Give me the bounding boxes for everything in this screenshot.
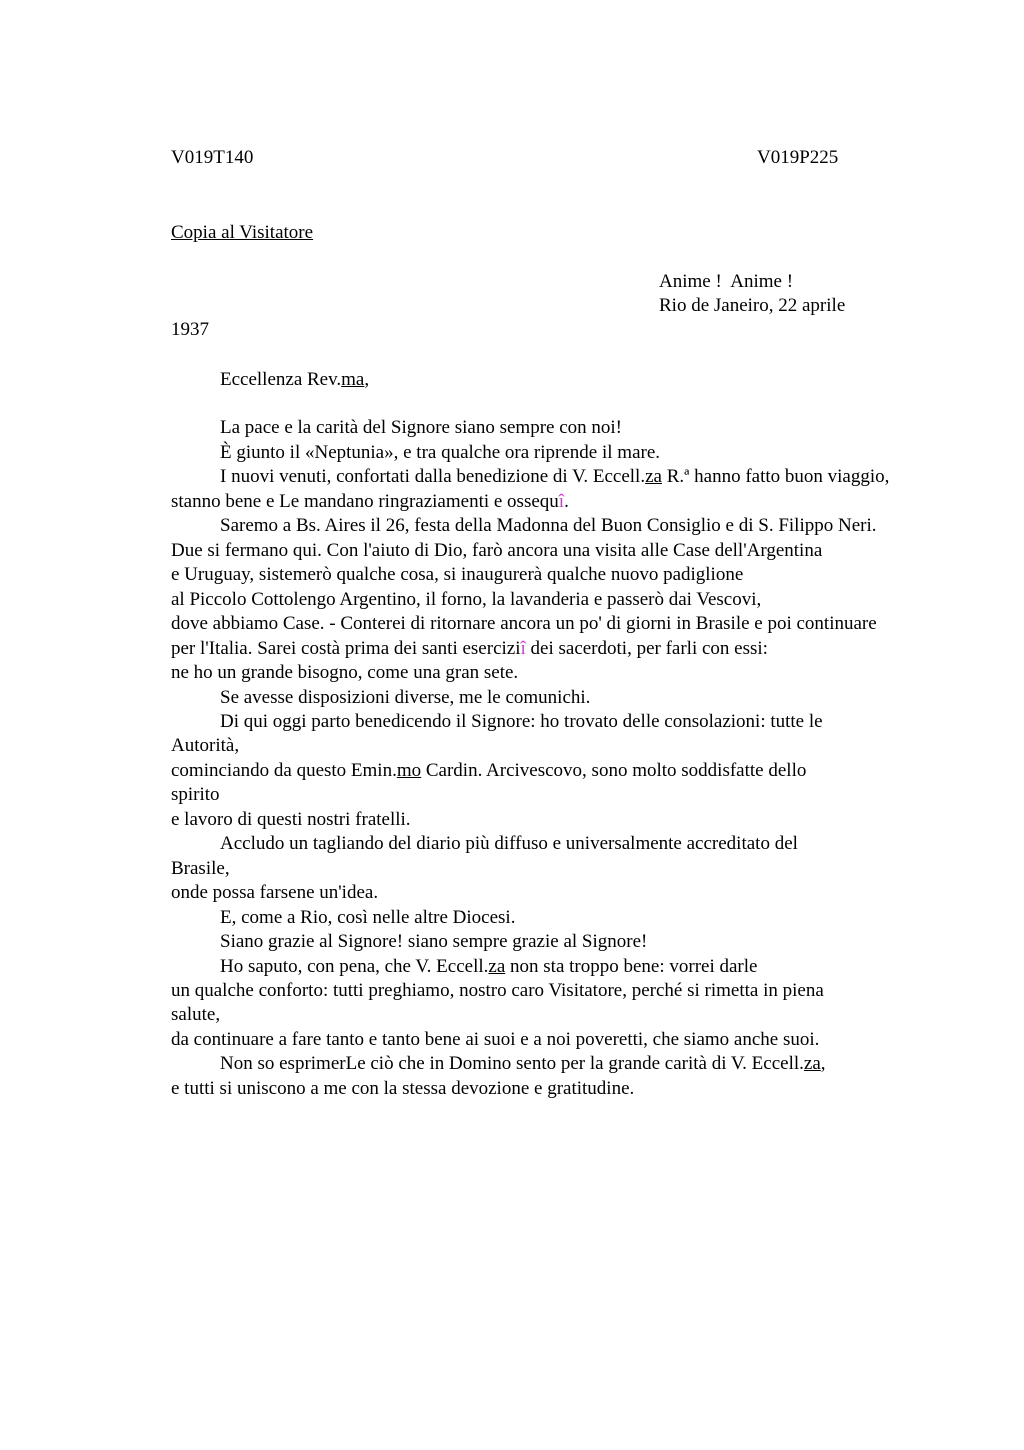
- p11-text-a: Non so esprimerLe ciò che in Domino sento per la grande carità di V. Eccell.: [220, 1053, 804, 1074]
- paragraph-2: È giunto il «Neptunia», e tra qualche ora riprende il mare.: [220, 442, 661, 463]
- p3-mark: î: [558, 491, 565, 512]
- p3-text-a: I nuovi venuti, confortati dalla benedizione di V. Eccell.: [220, 466, 646, 487]
- copy-note: Copia al Visitatore: [171, 222, 314, 243]
- p10-text-a: Ho saputo, con pena, che V. Eccell.: [220, 956, 489, 977]
- p10-abbrev: za: [488, 956, 506, 977]
- p3-end: .: [564, 491, 569, 512]
- paragraph-6-line-4: spirito: [171, 784, 220, 805]
- paragraph-8: E, come a Rio, così nelle altre Diocesi.: [220, 907, 516, 928]
- p10-text-b: non sta troppo bene: vorrei darle: [505, 956, 758, 977]
- salutation: [220, 368, 369, 392]
- paragraph-11-line-1: [220, 1052, 826, 1076]
- paragraph-4-line-1: Saremo a Bs. Aires il 26, festa della Madonna del Buon Consiglio e di S. Filippo Neri.: [220, 515, 877, 536]
- p6-abbrev: mo: [396, 760, 422, 781]
- document-code-left: V019T140: [171, 147, 254, 168]
- p4-mark: î: [520, 638, 526, 659]
- paragraph-4-line-5: dove abbiamo Case. - Conterei di ritornare ancora un po' di giorni in Brasile e poi continuare: [171, 613, 877, 634]
- salutation-end: ,: [364, 369, 370, 390]
- paragraph-10-line-3: salute,: [171, 1004, 221, 1025]
- paragraph-4-line-4: al Piccolo Cottolengo Argentino, il forno, la lavanderia e passerò dai Vescovi,: [171, 589, 762, 610]
- paragraph-7-line-1: Accludo un tagliando del diario più diffuso e universalmente accreditato del: [220, 833, 798, 854]
- paragraph-6-line-5: e lavoro di questi nostri fratelli.: [171, 809, 411, 830]
- paragraph-4-line-6: [171, 637, 768, 661]
- p3-text-b: R.ª hanno fatto buon viaggio,: [661, 466, 890, 487]
- paragraph-1: La pace e la carità del Signore siano sempre con noi!: [220, 417, 622, 438]
- p6-text-b: Cardin. Arcivescovo, sono molto soddisfatte dello: [421, 760, 807, 781]
- p11-abbrev: za: [803, 1053, 821, 1074]
- paragraph-4-line-3: e Uruguay, sistemerò qualche cosa, si inaugurerà qualche nuovo padiglione: [171, 564, 744, 585]
- p6-text-a: cominciando da questo Emin.: [171, 760, 397, 781]
- p3-text-c: stanno bene e Le mandano ringraziamenti e ossequ: [171, 491, 559, 512]
- paragraph-4-line-7: ne ho un grande bisogno, come una gran sete.: [171, 662, 519, 683]
- paragraph-4-line-2: Due si fermano qui. Con l'aiuto di Dio, farò ancora una visita alle Case dell'Argentina: [171, 540, 823, 561]
- p4-text-b: dei sacerdoti, per farli con essi:: [525, 638, 768, 659]
- p4-text-a: per l'Italia. Sarei costà prima dei santi esercizi: [171, 638, 521, 659]
- place-date: Rio de Janeiro, 22 aprile: [659, 295, 846, 316]
- p3-abbrev: za: [645, 466, 662, 487]
- paragraph-6-line-1: Di qui oggi parto benedicendo il Signore: ho trovato delle consolazioni: tutte le: [220, 711, 823, 732]
- year: 1937: [171, 319, 209, 340]
- paragraph-11-line-2: e tutti si uniscono a me con la stessa devozione e gratitudine.: [171, 1078, 635, 1099]
- paragraph-9: Siano grazie al Signore! siano sempre grazie al Signore!: [220, 931, 648, 952]
- paragraph-5: Se avesse disposizioni diverse, me le comunichi.: [220, 687, 591, 708]
- motto: Anime ! Anime !: [659, 271, 794, 292]
- paragraph-10-line-1: [220, 955, 757, 979]
- p11-end: ,: [820, 1053, 826, 1074]
- salutation-abbrev: ma: [341, 369, 365, 390]
- document-code-right: V019P225: [757, 147, 839, 168]
- paragraph-3-line-2: [171, 490, 569, 514]
- paragraph-7-line-2: Brasile,: [171, 858, 230, 879]
- salutation-text: Eccellenza Rev.: [220, 369, 342, 390]
- paragraph-6-line-3: [171, 759, 806, 783]
- paragraph-10-line-4: da continuare a fare tanto e tanto bene ai suoi e a noi poveretti, che siamo anche suoi.: [171, 1029, 820, 1050]
- paragraph-3-line-1: [220, 465, 889, 489]
- paragraph-6-line-2: Autorità,: [171, 735, 240, 756]
- paragraph-10-line-2: un qualche conforto: tutti preghiamo, nostro caro Visitatore, perché si rimetta in piena: [171, 980, 824, 1001]
- paragraph-7-line-3: onde possa farsene un'idea.: [171, 882, 379, 903]
